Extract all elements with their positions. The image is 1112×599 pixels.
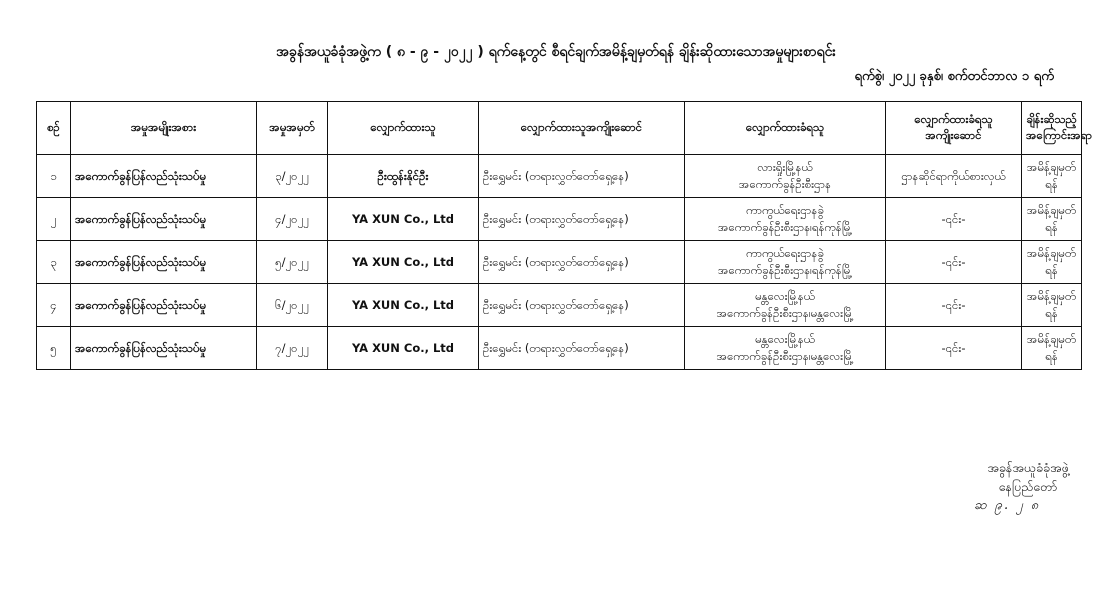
document-title: အခွန်အယူခံခုံအဖွဲ့က ( ၈ - ၉ - ၂၀၂၂ ) ရက်နေ့တွင် စီရင်ချက်အမိန့်ချမှတ်ရန် ချိန်းဆိုထားသောအမှုများစာရင်း xyxy=(276,44,836,60)
table-row xyxy=(37,198,1082,241)
case-type: အကောက်ခွန်ပြန်လည်သုံးသပ်မှု xyxy=(71,198,257,241)
row-number: ၁ xyxy=(37,155,71,198)
signature-place: နေပြည်တော် xyxy=(998,479,1058,495)
applicant: YA XUN Co., Ltd xyxy=(328,284,479,327)
applicant-representative: ဦးရွှေမင်း (တရားလွှတ်တော်ရှေ့နေ) xyxy=(479,284,685,327)
row-number: ၃ xyxy=(37,241,71,284)
case-type: အကောက်ခွန်ပြန်လည်သုံးသပ်မှု xyxy=(71,241,257,284)
respondent-line-1: ကာကွယ်ရေးဌာနခွဲ xyxy=(746,203,824,218)
case-number: ၅/၂၀၂၂ xyxy=(257,241,328,284)
applicant-representative: ဦးရွှေမင်း (တရားလွှတ်တော်ရှေ့နေ) xyxy=(479,155,685,198)
respondent-line-2: အကောက်ခွန်ဦးစီးဌာန xyxy=(738,177,832,191)
row-number: ၂ xyxy=(37,198,71,241)
column-header-respondent: လျှောက်ထားခံရသူ xyxy=(685,102,886,155)
respondent xyxy=(685,241,886,284)
column-header-status: ချိန်းဆိုသည့် အကြောင်းအရာ xyxy=(1022,102,1082,155)
status: အမိန့်ချမှတ်ရန် xyxy=(1022,155,1082,198)
status: အမိန့်ချမှတ်ရန် xyxy=(1022,284,1082,327)
table-row xyxy=(37,155,1082,198)
respondent-line-1: ကာကွယ်ရေးဌာနခွဲ xyxy=(746,246,824,261)
respondent-representative: -၎င်း- xyxy=(886,198,1022,241)
status: အမိန့်ချမှတ်ရန် xyxy=(1022,327,1082,370)
table-row xyxy=(37,327,1082,370)
applicant: YA XUN Co., Ltd xyxy=(328,327,479,370)
column-header-no: စဉ် xyxy=(37,102,71,155)
respondent xyxy=(685,198,886,241)
column-header-case-number: အမှုအမှတ် xyxy=(257,102,328,155)
case-type: အကောက်ခွန်ပြန်လည်သုံးသပ်မှု xyxy=(71,284,257,327)
applicant-representative: ဦးရွှေမင်း (တရားလွှတ်တော်ရှေ့နေ) xyxy=(479,198,685,241)
applicant-representative: ဦးရွှေမင်း (တရားလွှတ်တော်ရှေ့နေ) xyxy=(479,241,685,284)
respondent-line-1: မန္တလေးမြို့နယ် xyxy=(755,332,815,347)
column-header-applicant: လျှောက်ထားသူ xyxy=(328,102,479,155)
respondent-representative: ဌာနဆိုင်ရာကိုယ်စားလှယ် xyxy=(886,155,1022,198)
document-date: ရက်စွဲ၊ ၂၀၂၂ ခုနှစ်၊ စက်တင်ဘာလ ၁ ရက် xyxy=(854,69,1054,84)
applicant-representative: ဦးရွှေမင်း (တရားလွှတ်တော်ရှေ့နေ) xyxy=(479,327,685,370)
case-number: ၃/၂၀၂၂ xyxy=(257,155,328,198)
column-header-case-type: အမှုအမျိုးအစား xyxy=(71,102,257,155)
signature-block xyxy=(968,458,1088,516)
respondent xyxy=(685,155,886,198)
respondent xyxy=(685,284,886,327)
case-number: ၇/၂၀၂၂ xyxy=(257,327,328,370)
column-header-applicant-representative: လျှောက်ထားသူအကျိုးဆောင် xyxy=(479,102,685,155)
respondent-line-2: အကောက်ခွန်ဦးစီးဌာန၊ရန်ကုန်မြို့ xyxy=(717,263,853,277)
table-row xyxy=(37,241,1082,284)
row-number: ၄ xyxy=(37,284,71,327)
case-type: အကောက်ခွန်ပြန်လည်သုံးသပ်မှု xyxy=(71,155,257,198)
table-header-row xyxy=(37,102,1082,155)
signature-organization: အခွန်အယူခံခုံအဖွဲ့ xyxy=(987,460,1069,475)
status: အမိန့်ချမှတ်ရန် xyxy=(1022,241,1082,284)
case-number: ၄/၂၀၂၂ xyxy=(257,198,328,241)
respondent-line-2: အကောက်ခွန်ဦးစီးဌာန၊မန္တလေးမြို့ xyxy=(716,306,854,320)
handwritten-signature: ဆ ၉. ၂ ၈ xyxy=(974,497,1041,513)
status: အမိန့်ချမှတ်ရန် xyxy=(1022,198,1082,241)
table-row xyxy=(37,284,1082,327)
case-list-table xyxy=(36,101,1093,370)
applicant: YA XUN Co., Ltd xyxy=(328,198,479,241)
respondent-line-2: အကောက်ခွန်ဦးစီးဌာန၊မန္တလေးမြို့ xyxy=(716,349,854,363)
respondent-representative: -၎င်း- xyxy=(886,327,1022,370)
respondent-representative: -၎င်း- xyxy=(886,241,1022,284)
respondent-representative: -၎င်း- xyxy=(886,284,1022,327)
respondent-line-1: မန္တလေးမြို့နယ် xyxy=(755,289,815,304)
applicant: ဦးထွန်းနိုင်ဦး xyxy=(328,155,479,198)
respondent-line-1: လားရှိုးမြို့နယ် xyxy=(757,160,813,175)
respondent xyxy=(685,327,886,370)
case-type: အကောက်ခွန်ပြန်လည်သုံးသပ်မှု xyxy=(71,327,257,370)
case-number: ၆/၂၀၂၂ xyxy=(257,284,328,327)
column-header-respondent-representative: လျှောက်ထားခံရသူ အကျိုးဆောင် xyxy=(886,102,1022,155)
applicant: YA XUN Co., Ltd xyxy=(328,241,479,284)
respondent-line-2: အကောက်ခွန်ဦးစီးဌာန၊ရန်ကုန်မြို့ xyxy=(717,220,853,234)
row-number: ၅ xyxy=(37,327,71,370)
